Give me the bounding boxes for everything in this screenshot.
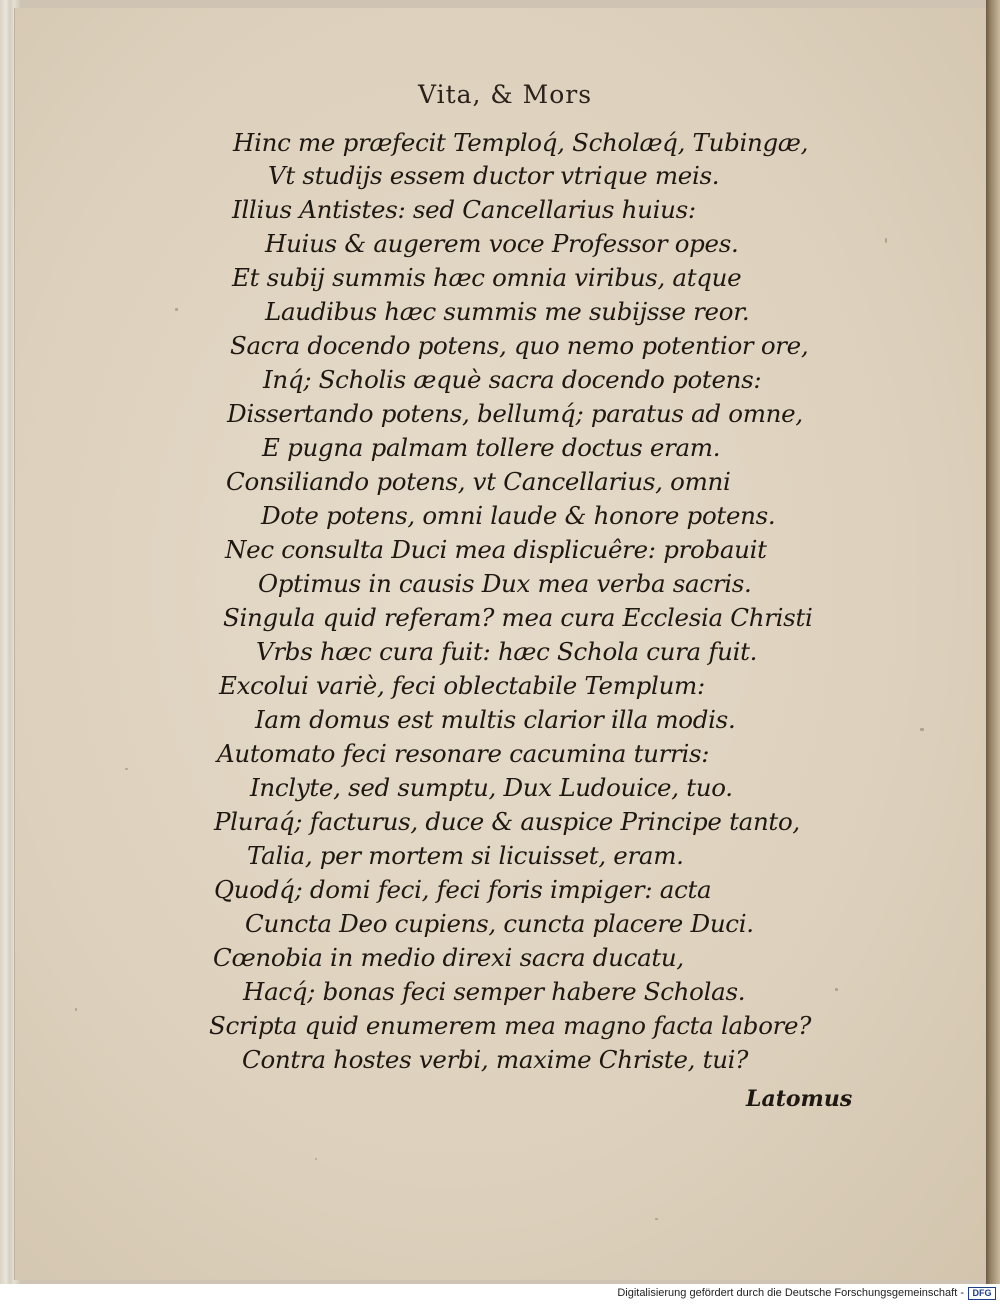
- verse-line: Illius Antistes: sed Cancellarius huius:: [232, 195, 696, 224]
- verse-line: Cœnobia in medio direxi sacra ducatu,: [213, 943, 684, 972]
- verse-line: Inclyte, sed sumptu, Dux Ludouice, tuo.: [250, 773, 733, 802]
- verse-line: Pluraq́; facturus, duce & auspice Principe tanto,: [214, 807, 800, 836]
- footer-bar: [0, 1284, 1000, 1304]
- funding-credit: Digitalisierung gefördert durch die Deutsche Forschungsgemeinschaft -: [617, 1287, 964, 1299]
- verse-line: Contra hostes verbi, maxime Christe, tui?: [242, 1045, 749, 1074]
- running-header: Vita, & Mors: [417, 80, 593, 109]
- verse-line: Vt studijs essem ductor vtrique meis.: [268, 161, 720, 190]
- verse-line: Et subij summis hæc omnia viribus, atque: [232, 263, 742, 292]
- catchword: Latomus: [746, 1086, 853, 1112]
- verse-line: Vrbs hæc cura fuit: hæc Schola cura fuit.: [256, 637, 758, 666]
- verse-line: Optimus in causis Dux mea verba sacris.: [258, 569, 752, 598]
- verse-line: Dissertando potens, bellumq́; paratus ad omne,: [227, 399, 803, 428]
- verse-line: Sacra docendo potens, quo nemo potentior ore,: [230, 331, 809, 360]
- verse-line: Huius & augerem voce Professor opes.: [265, 229, 739, 258]
- verse-line: Consiliando potens, vt Cancellarius, omni: [226, 467, 731, 496]
- dfg-logo-icon: DFG: [968, 1287, 996, 1300]
- verse-line: Talia, per mortem si licuisset, eram.: [247, 841, 684, 870]
- verse-line: Dote potens, omni laude & honore potens.: [261, 501, 776, 530]
- verse-line: Hinc me præfecit Temploq́, Scholæq́, Tubingæ,: [233, 128, 809, 157]
- verse-line: Excolui variè, feci oblectabile Templum:: [219, 671, 705, 700]
- verse-line: Iam domus est multis clarior illa modis.: [255, 705, 736, 734]
- verse-line: E pugna palmam tollere doctus eram.: [262, 433, 721, 462]
- verse-line: Cuncta Deo cupiens, cuncta placere Duci.: [245, 909, 754, 938]
- verse-line: Hacq́; bonas feci semper habere Scholas.: [243, 977, 746, 1006]
- verse-line: Quodq́; domi feci, feci foris impiger: acta: [214, 875, 712, 904]
- verse-line: Nec consulta Duci mea displicuêre: probauit: [225, 535, 767, 564]
- verse-line: Automato feci resonare cacumina turris:: [217, 739, 710, 768]
- verse-line: Inq́; Scholis æquè sacra docendo potens:: [263, 365, 762, 394]
- book-binding-edge: [986, 0, 1000, 1284]
- verse-line: Scripta quid enumerem mea magno facta labore?: [209, 1011, 812, 1040]
- verse-line: Singula quid referam? mea cura Ecclesia Christi: [223, 603, 813, 632]
- verse-line: Laudibus hæc summis me subijsse reor.: [265, 297, 750, 326]
